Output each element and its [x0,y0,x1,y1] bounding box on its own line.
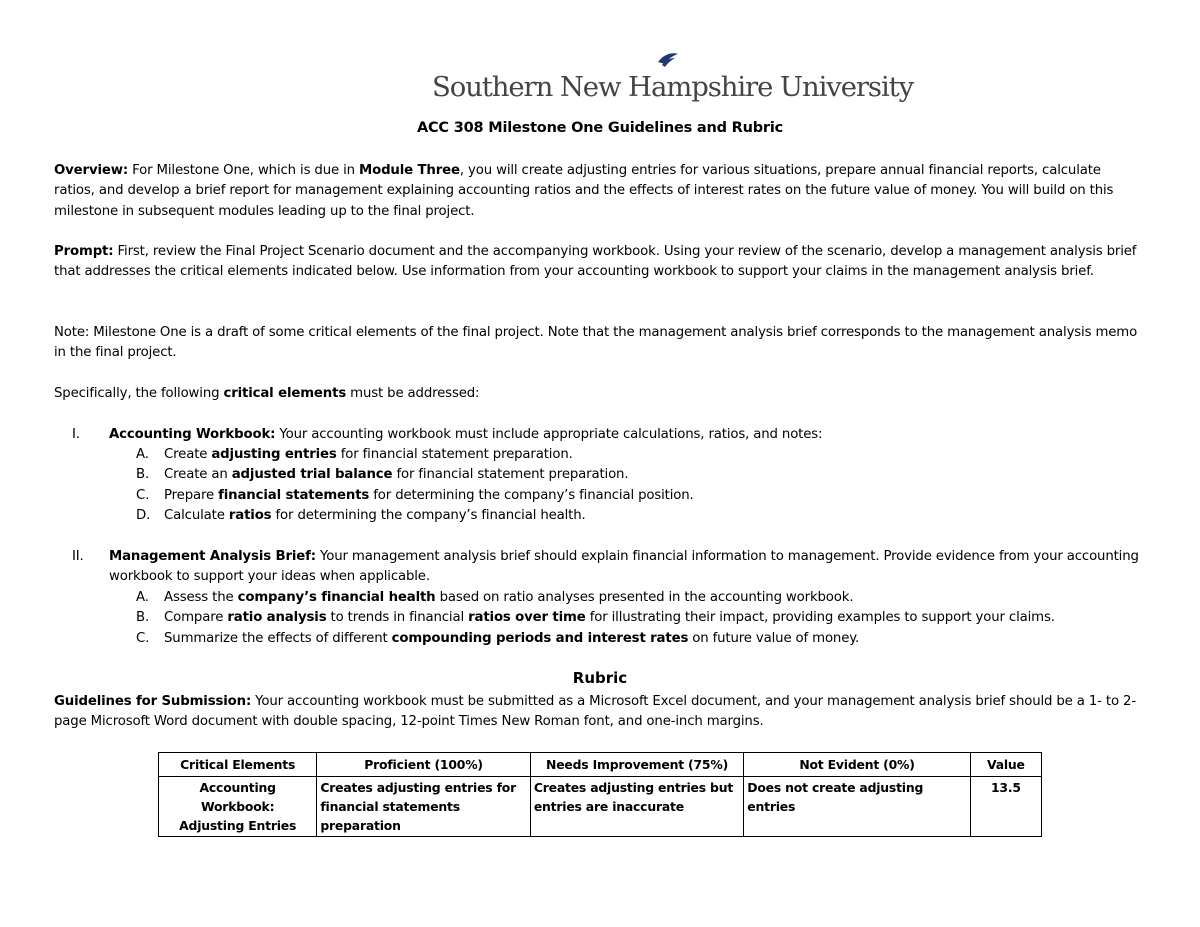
list-item [136,629,859,649]
list-item-letter: D. [136,508,151,523]
column-header: Needs Improvement (75%) [530,753,743,777]
list-item-text: Compare [164,610,228,625]
section-description: Your accounting workbook must include appropriate calculations, ratios, and notes: [275,427,823,442]
specifically-bold: critical elements [223,386,347,401]
prompt-text: First, review the Final Project Scenario document and the accompanying workbook. Using your review of the scenario, develop a management analysis brief that addresses the critical elements indicated below. Use information from your accounting workbook to support your claims in the management analysis brief. [54,244,1137,280]
specifically-text-1: Specifically, the following [54,386,224,401]
list-item [136,465,628,485]
list-item [136,486,694,506]
list-item-letter: A. [136,590,149,605]
list-item [136,588,853,608]
rubric-heading: Rubric [572,669,628,687]
page-title: ACC 308 Milestone One Guidelines and Rubric [416,120,784,136]
overview-module: Module Three [359,163,460,178]
list-item-text: for illustrating their impact, providing examples to support your claims. [585,610,1055,625]
section-numeral: II. [72,549,84,564]
list-item-text: for financial statement preparation. [392,467,629,482]
list-item [136,608,1055,628]
column-header: Value [970,753,1041,777]
proficient-cell: Creates adjusting entries for financial statements preparation [317,777,530,837]
list-item-text: for determining the company’s financial health. [271,508,586,523]
list-item-bold: financial statements [218,488,370,503]
list-item-text: based on ratio analyses presented in the accounting workbook. [435,590,854,605]
table-row [159,777,1042,837]
section-text [109,425,1139,445]
prompt-label: Prompt: [54,244,114,259]
section-label: Management Analysis Brief: [109,549,316,564]
list-item-text: Summarize the effects of different [164,631,392,646]
table-header-row [159,753,1042,777]
critical-element-cell [159,777,317,837]
rubric-table [158,752,1042,837]
list-item-text: Prepare [164,488,219,503]
university-logo [432,52,914,104]
overview-text-2: , you will create adjusting entries for various situations, prepare annual financial reports, calculate ratios, and develop a brief report for management explaining accounting ratios and the effects of interest rates on the future value of money. You will build on this milestone in subsequent modules leading up to the final project. [54,163,1114,219]
list-item-bold: adjusting entries [211,447,337,462]
overview-label: Overview: [54,163,129,178]
specifically-line [54,384,1144,404]
specifically-text-2: must be addressed: [346,386,480,401]
list-item-bold: ratios [228,508,272,523]
list-item-text: to trends in financial [326,610,469,625]
critical-element-line1: Accounting Workbook: [199,780,276,814]
needs-improvement-cell: Creates adjusting entries but entries are inaccurate [530,777,743,837]
logo-wordmark: Southern New Hampshire University [432,71,914,103]
note-paragraph: Note: Milestone One is a draft of some critical elements of the final project. Note that the management analysis brief corresponds to the management analysis memo in the final project. [54,325,1138,361]
list-item-bold: ratio analysis [227,610,327,625]
list-item-text: on future value of money. [688,631,860,646]
section-label: Accounting Workbook: [109,427,276,442]
section-numeral: I. [72,427,80,442]
section-description: Your management analysis brief should explain financial information to management. Provide evidence from your accounting workbook to support your ideas when applicable. [109,549,1139,585]
guidelines-text: Your accounting workbook must be submitted as a Microsoft Excel document, and your management analysis brief should be a 1- to 2-page Microsoft Word document with double spacing, 12-point Times New Roman font, and one-inch margins. [54,694,1136,730]
list-item-bold: adjusted trial balance [231,467,393,482]
guidelines-paragraph [54,692,1144,733]
guidelines-label: Guidelines for Submission: [54,694,252,709]
list-item-text: Create an [164,467,232,482]
column-header: Not Evident (0%) [744,753,971,777]
list-item-text: Assess the [164,590,238,605]
list-item-letter: B. [136,467,150,482]
list-item [136,506,586,526]
prompt-paragraph [54,242,1144,283]
section-text [109,547,1139,588]
column-header: Critical Elements [159,753,317,777]
critical-element-line2: Adjusting Entries [179,818,297,833]
list-item-bold: compounding periods and interest rates [391,631,689,646]
list-item [136,445,573,465]
column-header: Proficient (100%) [317,753,530,777]
overview-paragraph [54,161,1144,222]
not-evident-cell: Does not create adjusting entries [744,777,971,837]
overview-text-1: For Milestone One, which is due in [128,163,359,178]
list-item-letter: A. [136,447,149,462]
list-item-text: for financial statement preparation. [336,447,573,462]
list-item-text: for determining the company’s financial position. [369,488,694,503]
list-item-bold: company’s financial health [237,590,436,605]
list-item-text: Calculate [164,508,229,523]
list-item-letter: C. [136,488,150,503]
list-item-bold: ratios over time [468,610,586,625]
list-item-letter: C. [136,631,150,646]
list-item-letter: B. [136,610,150,625]
value-cell: 13.5 [970,777,1041,837]
list-item-text: Create [164,447,212,462]
